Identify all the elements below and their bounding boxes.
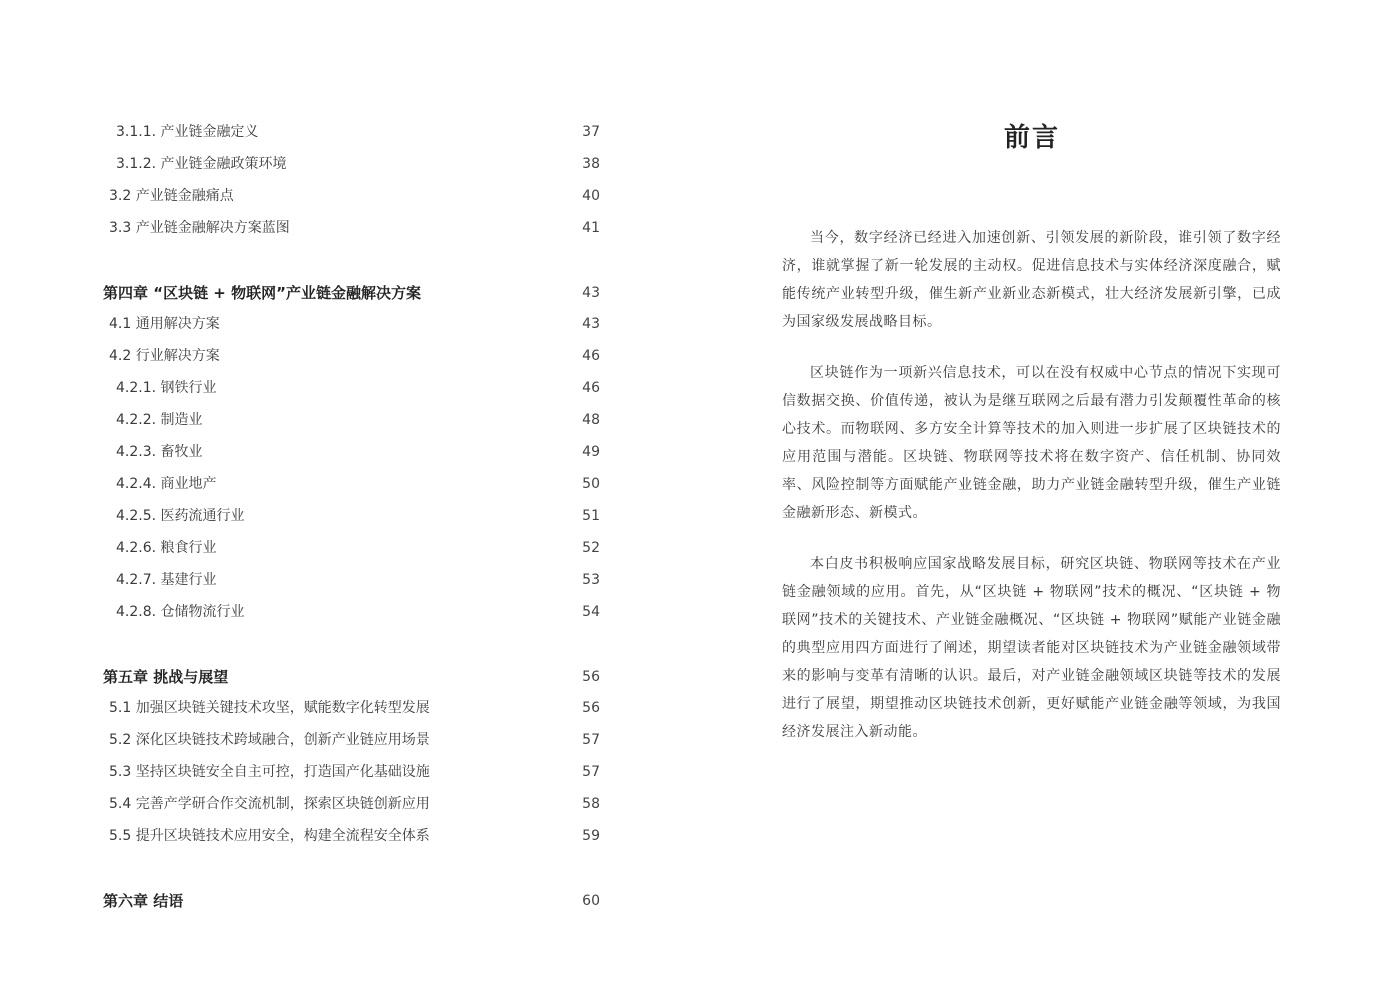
- toc-entry-page: 43: [582, 285, 600, 301]
- toc-entry-5-1[interactable]: [0, 697, 600, 719]
- preface-paragraph-3: 本白皮书积极响应国家战略发展目标，研究区块链、物联网等技术在产业链金融领域的应用。首先，从“区块链 + 物联网”技术的概况、“区块链 + 物联网”技术的关键技术、产业链金融概况、“区块链 + 物联网”赋能产业链金融的典型应用四方面进行了阐述，期望读者能对区块链技术为产业链金融领域带来的影响与变革有清晰的认识。最后，对产业链金融领域区块链等技术的发展进行了展望，期望推动区块链技术创新，更好赋能产业链金融等领域，为我国经济发展注入新动能。: [782, 556, 1281, 740]
- toc-chapter-title: 第六章 结语: [103, 892, 184, 910]
- toc-chapter-title: 第四章 “区块链 + 物联网”产业链金融解决方案: [103, 284, 421, 302]
- toc-chapter-title: 第五章 挑战与展望: [103, 668, 229, 686]
- toc-entry-title: 4.2.4. 商业地产: [116, 476, 217, 492]
- toc-entry-title: 4.2.5. 医药流通行业: [116, 508, 245, 524]
- toc-entry-4-2[interactable]: [0, 345, 600, 367]
- toc-entry-title: 4.2.7. 基建行业: [116, 572, 217, 588]
- toc-entry-page: 57: [582, 732, 600, 748]
- toc-chapter-6[interactable]: [0, 890, 600, 912]
- toc-entry-page: 43: [582, 316, 600, 332]
- toc-entry-page: 38: [582, 156, 600, 172]
- toc-entry-page: 52: [582, 540, 600, 556]
- table-of-contents: [0, 0, 620, 1005]
- toc-entry-3-2[interactable]: [0, 185, 600, 207]
- toc-entry-4-2-2[interactable]: [0, 409, 600, 431]
- toc-entry-title: 4.2.3. 畜牧业: [116, 444, 203, 460]
- toc-entry-title: 5.3 坚持区块链安全自主可控，打造国产化基础设施: [109, 764, 430, 780]
- toc-entry-title: 4.2.1. 钢铁行业: [116, 380, 217, 396]
- toc-entry-page: 59: [582, 828, 600, 844]
- toc-entry-4-2-3[interactable]: [0, 441, 600, 463]
- toc-entry-5-5[interactable]: [0, 825, 600, 847]
- toc-entry-title: 4.2 行业解决方案: [109, 348, 220, 364]
- toc-entry-title: 3.2 产业链金融痛点: [109, 188, 234, 204]
- toc-entry-page: 48: [582, 412, 600, 428]
- toc-entry-page: 51: [582, 508, 600, 524]
- toc-chapter-4[interactable]: [0, 282, 600, 304]
- toc-entry-page: 54: [582, 604, 600, 620]
- toc-entry-page: 56: [582, 669, 600, 685]
- toc-entry-title: 5.1 加强区块链关键技术攻坚，赋能数字化转型发展: [109, 700, 430, 716]
- toc-entry-page: 40: [582, 188, 600, 204]
- toc-entry-title: 4.2.2. 制造业: [116, 412, 203, 428]
- toc-entry-4-2-8[interactable]: [0, 601, 600, 623]
- toc-entry-4-2-4[interactable]: [0, 473, 600, 495]
- toc-entry-title: 4.2.8. 仓储物流行业: [116, 604, 245, 620]
- toc-entry-page: 57: [582, 764, 600, 780]
- toc-entry-5-2[interactable]: [0, 729, 600, 751]
- toc-entry-title: 4.1 通用解决方案: [109, 316, 220, 332]
- toc-entry-page: 46: [582, 380, 600, 396]
- toc-entry-title: 4.2.6. 粮食行业: [116, 540, 217, 556]
- toc-entry-4-2-1[interactable]: [0, 377, 600, 399]
- toc-entry-4-2-5[interactable]: [0, 505, 600, 527]
- toc-entry-5-4[interactable]: [0, 793, 600, 815]
- toc-entry-page: 49: [582, 444, 600, 460]
- toc-entry-page: 53: [582, 572, 600, 588]
- toc-entry-4-1[interactable]: [0, 313, 600, 335]
- toc-entry-3-3[interactable]: [0, 217, 600, 239]
- toc-entry-title: 3.1.1. 产业链金融定义: [116, 124, 259, 140]
- toc-chapter-5[interactable]: [0, 666, 600, 688]
- preface-title: 前言: [1003, 123, 1060, 153]
- toc-entry-3-1-1[interactable]: [0, 121, 600, 143]
- preface-paragraph-1: 当今，数字经济已经进入加速创新、引领发展的新阶段，谁引领了数字经济，谁就掌握了新一轮发展的主动权。促进信息技术与实体经济深度融合，赋能传统产业转型升级，催生新产业新业态新模式，壮大经济发展新引擎，已成为国家级发展战略目标。: [782, 230, 1281, 330]
- toc-entry-4-2-6[interactable]: [0, 537, 600, 559]
- preface-paragraph-2: 区块链作为一项新兴信息技术，可以在没有权威中心节点的情况下实现可信数据交换、价值传递，被认为是继互联网之后最有潜力引发颠覆性革命的核心技术。而物联网、多方安全计算等技术的加入则进一步扩展了区块链技术的应用范围与潜能。区块链、物联网等技术将在数字资产、信任机制、协同效率、风险控制等方面赋能产业链金融，助力产业链金融转型升级，催生产业链金融新形态、新模式。: [782, 365, 1281, 521]
- toc-entry-page: 58: [582, 796, 600, 812]
- toc-entry-title: 5.2 深化区块链技术跨域融合，创新产业链应用场景: [109, 732, 430, 748]
- toc-entry-page: 60: [582, 893, 600, 909]
- toc-entry-title: 5.5 提升区块链技术应用安全，构建全流程安全体系: [109, 828, 430, 844]
- toc-entry-page: 37: [582, 124, 600, 140]
- toc-entry-title: 3.1.2. 产业链金融政策环境: [116, 156, 287, 172]
- toc-entry-page: 56: [582, 700, 600, 716]
- toc-entry-title: 5.4 完善产学研合作交流机制，探索区块链创新应用: [109, 796, 430, 812]
- toc-entry-page: 50: [582, 476, 600, 492]
- toc-entry-title: 3.3 产业链金融解决方案蓝图: [109, 220, 290, 236]
- toc-entry-3-1-2[interactable]: [0, 153, 600, 175]
- toc-entry-page: 41: [582, 220, 600, 236]
- toc-entry-page: 46: [582, 348, 600, 364]
- toc-entry-4-2-7[interactable]: [0, 569, 600, 591]
- toc-entry-5-3[interactable]: [0, 761, 600, 783]
